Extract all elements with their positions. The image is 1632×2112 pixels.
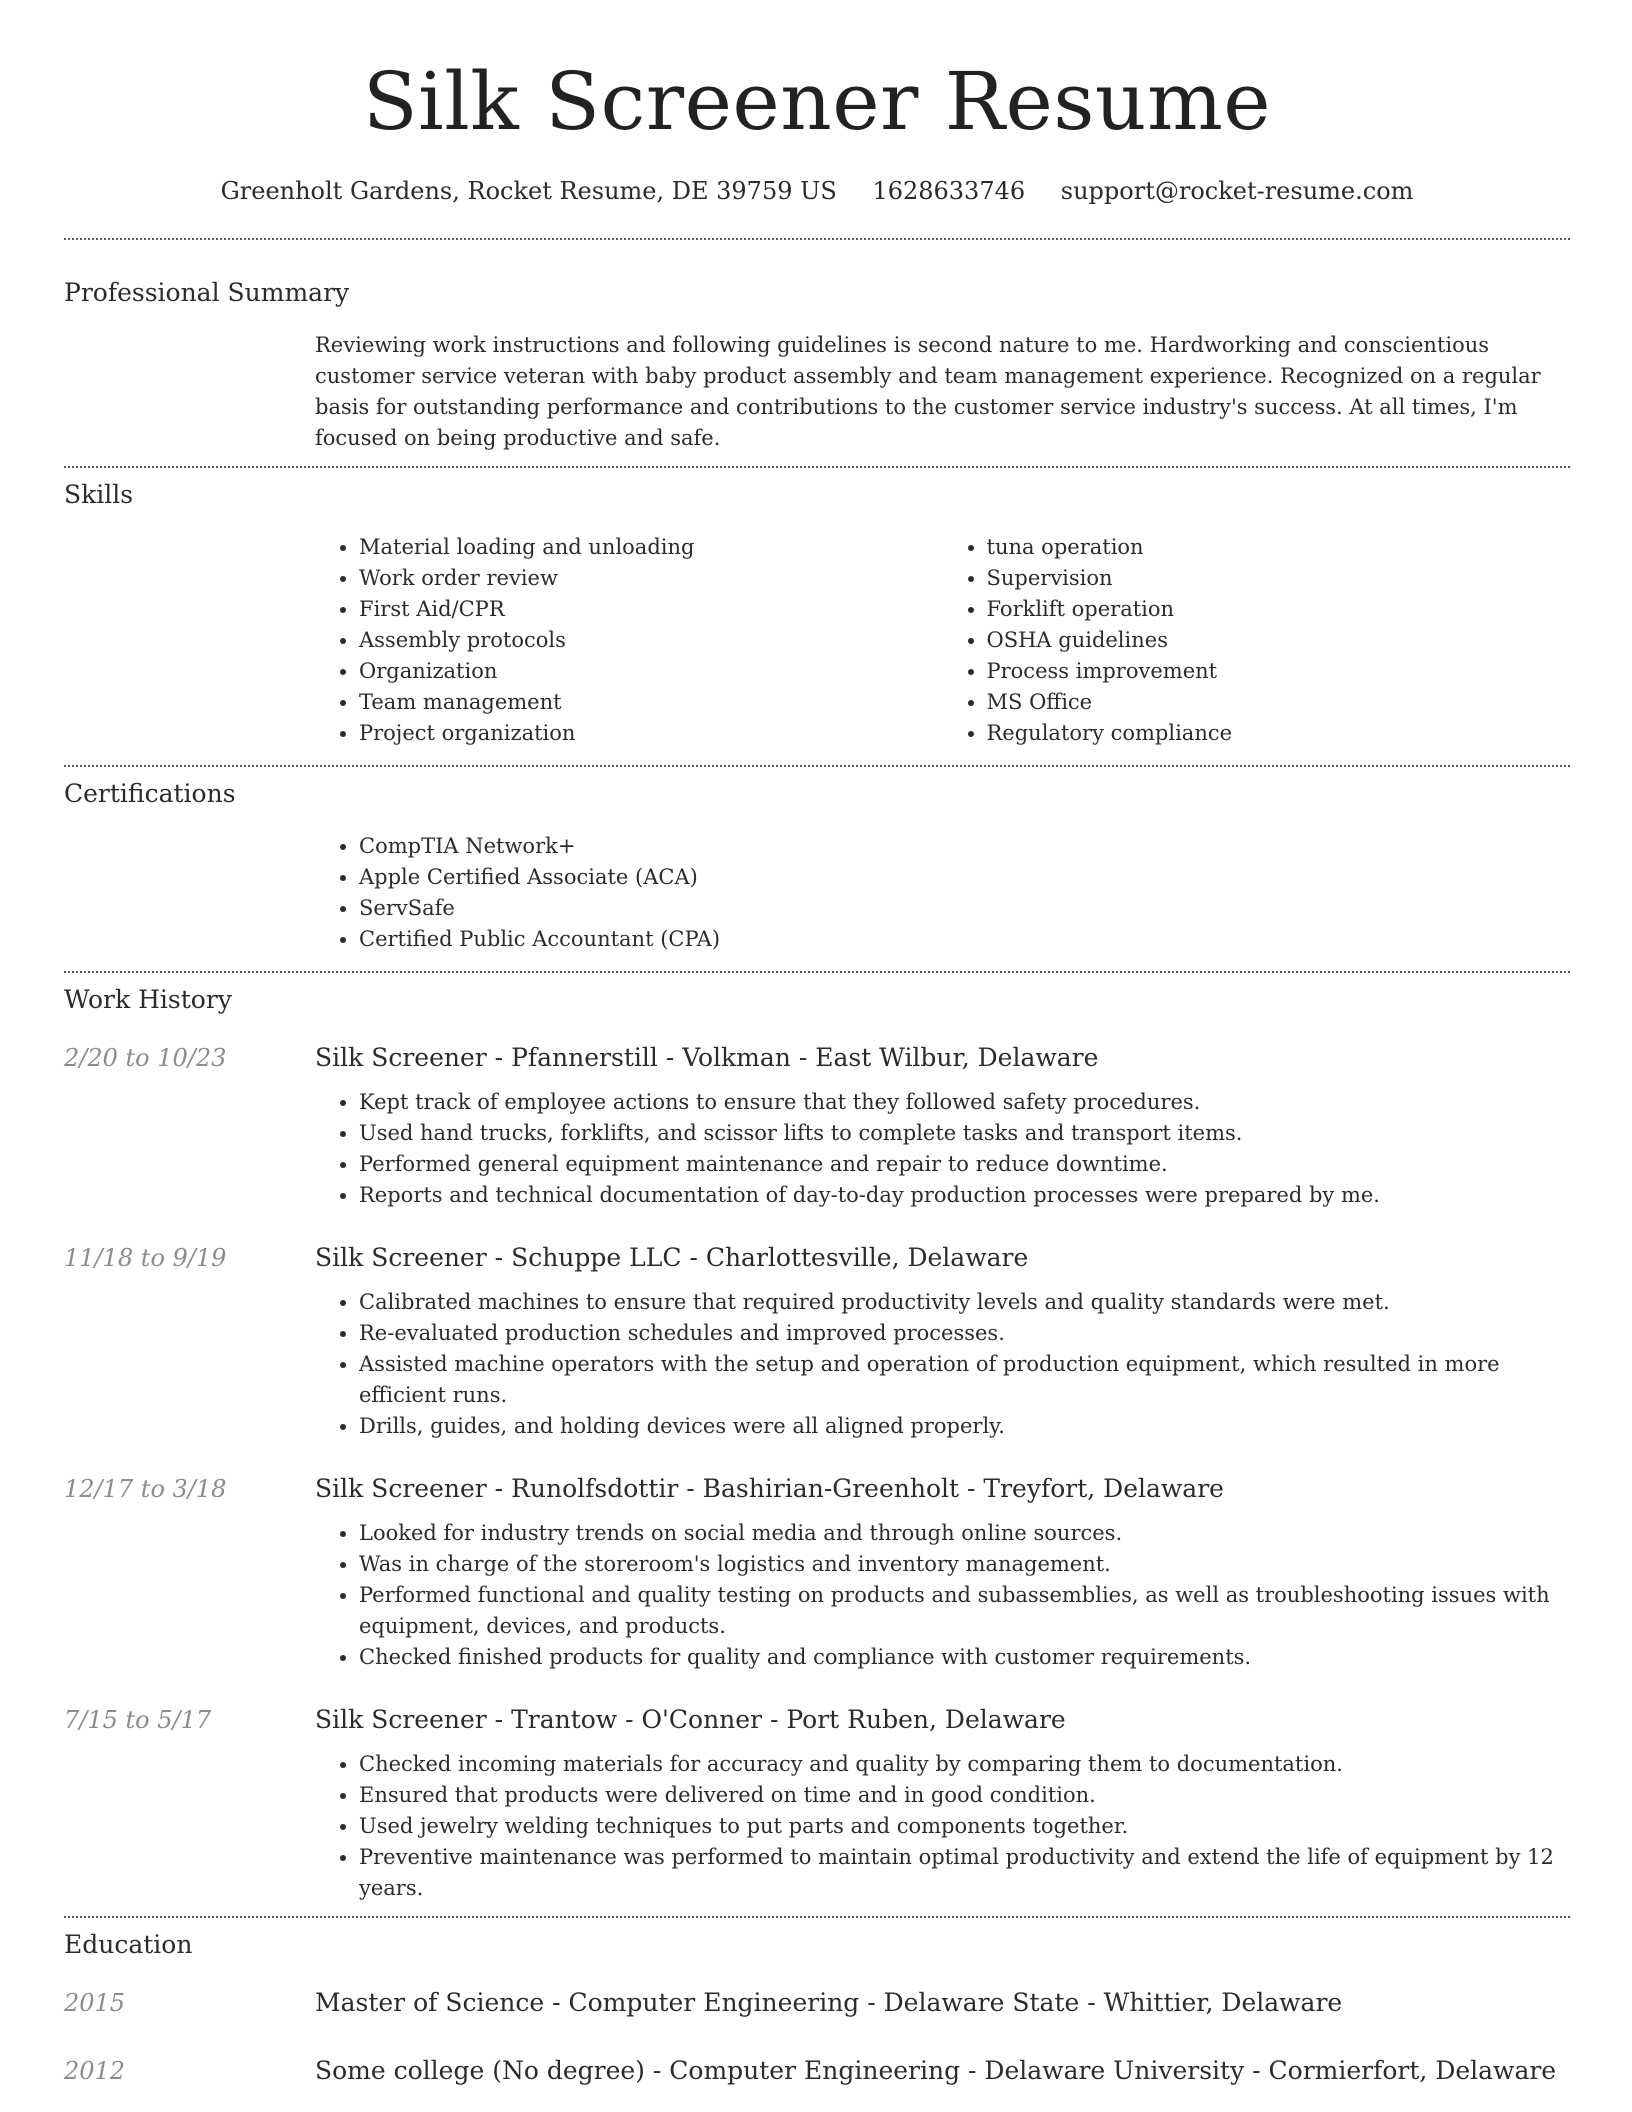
skill-item: • Assembly protocols xyxy=(359,625,943,656)
section-heading-certifications: Certifications xyxy=(64,779,236,808)
summary-content xyxy=(315,330,1570,454)
skills-content xyxy=(315,532,1570,749)
job-bullet: • Checked finished products for quality and compliance with customer requirements. xyxy=(359,1642,1570,1673)
job-dates: 11/18 to 9/19 xyxy=(64,1244,227,1272)
job-title: Silk Screener - Pfannerstill - Volkman - East Wilbur, Delaware xyxy=(315,1043,1099,1072)
job-bullets xyxy=(315,1087,1570,1211)
job-entry xyxy=(64,1241,1570,1442)
skill-item: • Project organization xyxy=(359,718,943,749)
skill-item: • tuna operation xyxy=(987,532,1571,563)
section-heading-summary: Professional Summary xyxy=(64,278,350,307)
certifications-content xyxy=(315,831,1570,955)
resume-page xyxy=(64,0,1570,2088)
job-bullet: • Performed general equipment maintenance and repair to reduce downtime. xyxy=(359,1149,1570,1180)
skill-item: • Regulatory compliance xyxy=(987,718,1571,749)
job-bullet: • Performed functional and quality testing on products and subassemblies, as well as troubleshooting issues with equipment, devices, and products. xyxy=(359,1580,1570,1642)
section-heading-work-history: Work History xyxy=(64,985,232,1014)
skill-item: • OSHA guidelines xyxy=(987,625,1571,656)
contact-phone: 1628633746 xyxy=(872,177,1026,205)
certification-item: • Certified Public Accountant (CPA) xyxy=(359,924,1570,955)
skill-item: • Process improvement xyxy=(987,656,1571,687)
certification-item: • Apple Certified Associate (ACA) xyxy=(359,862,1570,893)
job-bullets xyxy=(315,1518,1570,1673)
education-title: Some college (No degree) - Computer Engineering - Delaware University - Cormierfort, Delaware xyxy=(315,2056,1557,2085)
education-entry xyxy=(64,2054,1570,2088)
job-title: Silk Screener - Trantow - O'Conner - Port Ruben, Delaware xyxy=(315,1705,1066,1734)
job-body xyxy=(315,1472,1570,1673)
education-entry xyxy=(64,1986,1570,2020)
certification-item: • CompTIA Network+ xyxy=(359,831,1570,862)
job-bullet: • Drills, guides, and holding devices were all aligned properly. xyxy=(359,1411,1570,1442)
job-title: Silk Screener - Runolfsdottir - Bashirian-Greenholt - Treyfort, Delaware xyxy=(315,1474,1224,1503)
summary-text: Reviewing work instructions and following guidelines is second nature to me. Hardworking and conscientious customer service veteran with baby product assembly and team management experience. Recognized on a regular basis for outstanding performance and contributions to the customer service industry's success. At all times, I'm focused on being productive and safe. xyxy=(315,333,1541,450)
job-bullet: • Calibrated machines to ensure that required productivity levels and quality standards were met. xyxy=(359,1287,1570,1318)
job-bullet: • Re-evaluated production schedules and improved processes. xyxy=(359,1318,1570,1349)
contact-address: Greenholt Gardens, Rocket Resume, DE 39759 US xyxy=(220,177,837,205)
job-bullet: • Preventive maintenance was performed to maintain optimal productivity and extend the life of equipment by 12 years. xyxy=(359,1842,1570,1904)
certification-item: • ServSafe xyxy=(359,893,1570,924)
job-bullet: • Looked for industry trends on social media and through online sources. xyxy=(359,1518,1570,1549)
job-bullet: • Ensured that products were delivered on time and in good condition. xyxy=(359,1780,1570,1811)
contact-email: support@rocket-resume.com xyxy=(1060,177,1414,205)
education-year: 2012 xyxy=(64,2057,126,2085)
education-section xyxy=(64,1918,1570,2088)
skill-item: • Work order review xyxy=(359,563,943,594)
education-body xyxy=(315,1986,1570,2020)
skill-item: • MS Office xyxy=(987,687,1571,718)
job-bullet: • Was in charge of the storeroom's logistics and inventory management. xyxy=(359,1549,1570,1580)
job-dates: 7/15 to 5/17 xyxy=(64,1706,212,1734)
skill-item: • Organization xyxy=(359,656,943,687)
education-title: Master of Science - Computer Engineering - Delaware State - Whittier, Delaware xyxy=(315,1988,1343,2017)
job-title: Silk Screener - Schuppe LLC - Charlottesville, Delaware xyxy=(315,1243,1029,1272)
job-bullet: • Used jewelry welding techniques to put parts and components together. xyxy=(359,1811,1570,1842)
job-dates: 2/20 to 10/23 xyxy=(64,1044,227,1072)
contact-line xyxy=(64,174,1570,208)
job-body xyxy=(315,1703,1570,1904)
certifications-list xyxy=(315,831,1570,955)
skill-item: • Supervision xyxy=(987,563,1571,594)
job-dates: 12/17 to 3/18 xyxy=(64,1475,227,1503)
job-bullets xyxy=(315,1749,1570,1904)
summary-section xyxy=(64,240,1570,466)
job-body xyxy=(315,1241,1570,1442)
skills-list-right xyxy=(943,532,1571,749)
skill-item: • Team management xyxy=(359,687,943,718)
skill-item: • Material loading and unloading xyxy=(359,532,943,563)
page-title: Silk Screener Resume xyxy=(362,55,1272,148)
education-year: 2015 xyxy=(64,1989,126,2017)
skill-item: • Forklift operation xyxy=(987,594,1571,625)
certifications-section xyxy=(64,767,1570,971)
job-entry xyxy=(64,1703,1570,1904)
work-history-section xyxy=(64,973,1570,1916)
job-bullet: • Kept track of employee actions to ensure that they followed safety procedures. xyxy=(359,1087,1570,1118)
job-entry xyxy=(64,1472,1570,1673)
section-heading-education: Education xyxy=(64,1930,193,1959)
skills-list-left xyxy=(315,532,943,749)
job-bullets xyxy=(315,1287,1570,1442)
education-body xyxy=(315,2054,1570,2088)
skill-item: • First Aid/CPR xyxy=(359,594,943,625)
job-entry xyxy=(64,1041,1570,1211)
job-bullet: • Assisted machine operators with the setup and operation of production equipment, which resulted in more efficient runs. xyxy=(359,1349,1570,1411)
job-bullet: • Used hand trucks, forklifts, and scissor lifts to complete tasks and transport items. xyxy=(359,1118,1570,1149)
section-heading-skills: Skills xyxy=(64,480,134,509)
job-bullet: • Reports and technical documentation of day-to-day production processes were prepared by me. xyxy=(359,1180,1570,1211)
job-bullet: • Checked incoming materials for accuracy and quality by comparing them to documentation. xyxy=(359,1749,1570,1780)
job-body xyxy=(315,1041,1570,1211)
resume-header xyxy=(64,0,1570,208)
skills-section xyxy=(64,468,1570,765)
